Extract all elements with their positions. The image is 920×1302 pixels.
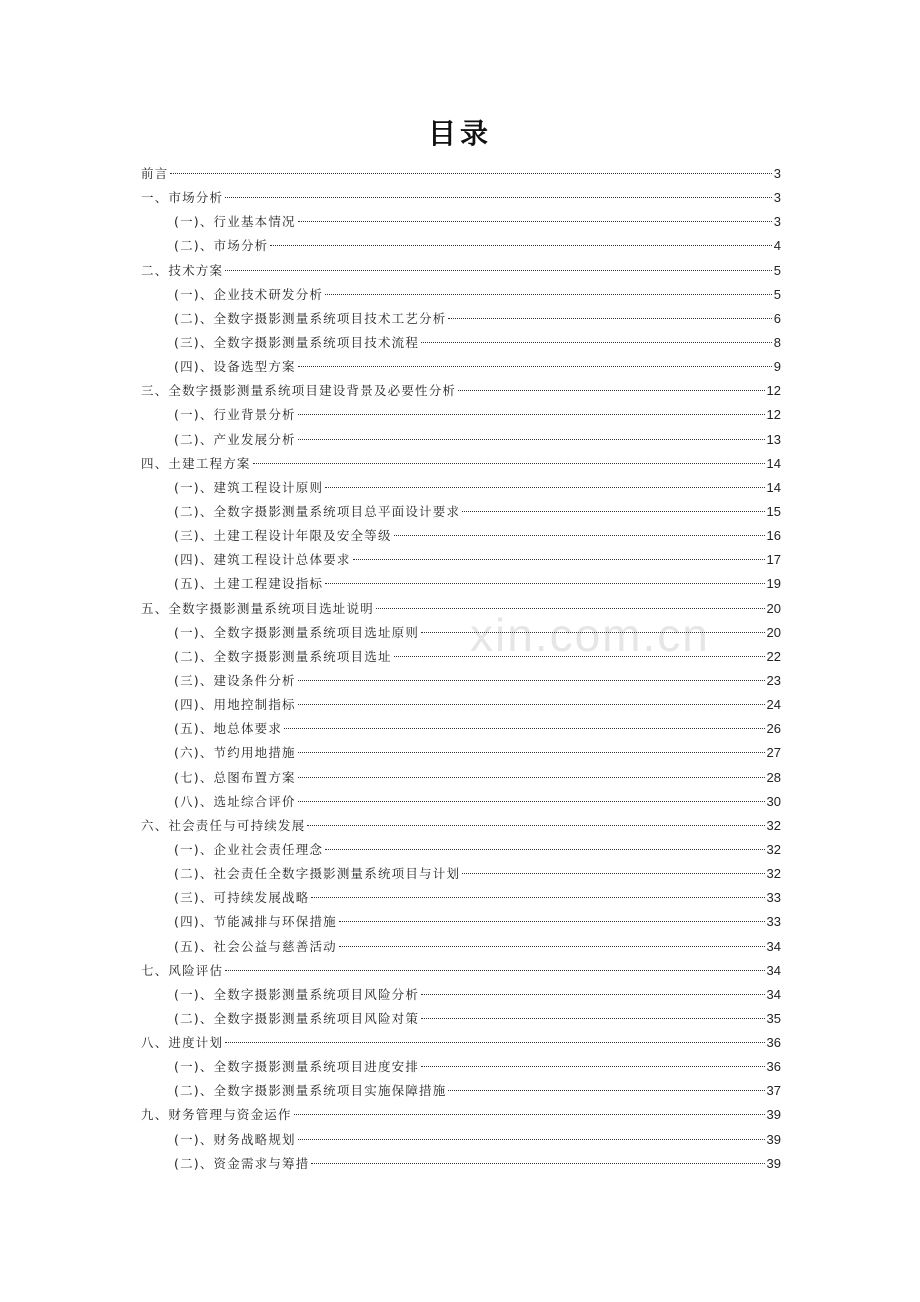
toc-dot-leader [421,632,764,633]
toc-entry-page-number: 14 [766,455,781,471]
toc-entry-label: (二)、资金需求与筹措 [174,1155,310,1171]
toc-entry[interactable] [141,259,781,283]
watermark: xin.com.cn [470,609,710,661]
toc-entry-label: (二)、社会责任全数字摄影测量系统项目与计划 [174,866,461,882]
toc-entry[interactable] [141,983,781,1007]
toc-entry[interactable] [141,403,781,427]
toc-dot-leader [311,1163,764,1164]
toc-entry[interactable] [141,1128,781,1152]
toc-entry[interactable] [141,1152,781,1176]
toc-dot-leader [298,414,765,415]
toc-dot-leader [298,777,765,778]
toc-entry-page-number: 9 [773,359,781,375]
toc-dot-leader [253,463,765,464]
toc-entry[interactable] [141,621,781,645]
toc-dot-leader [325,294,772,295]
toc-entry[interactable] [141,548,781,572]
toc-entry-label: 六、社会责任与可持续发展 [141,817,306,833]
toc-dot-leader [462,873,764,874]
toc-entry-label: (五)、土建工程建设指标 [174,576,324,592]
toc-entry-page-number: 4 [773,238,781,254]
toc-entry[interactable] [141,210,781,234]
toc-entry-label: (二)、全数字摄影测量系统项目风险对策 [174,1010,420,1026]
toc-dot-leader [421,1018,764,1019]
toc-entry-label: (八)、选址综合评价 [174,793,296,809]
toc-entry-page-number: 17 [766,552,781,568]
toc-entry-label: (四)、用地控制指标 [174,697,296,713]
toc-entry-label: (五)、地总体要求 [174,721,283,737]
toc-entry-label: (二)、产业发展分析 [174,431,296,447]
toc-entry-label: 八、进度计划 [141,1035,224,1051]
toc-entry-label: (三)、可持续发展战略 [174,890,310,906]
toc-entry-label: (四)、设备选型方案 [174,359,296,375]
toc-dot-leader [325,849,764,850]
toc-entry-page-number: 20 [766,624,781,640]
toc-entry[interactable] [141,283,781,307]
toc-dot-leader [298,680,765,681]
toc-entry[interactable] [141,886,781,910]
toc-dot-leader [325,583,764,584]
toc-entry-page-number: 33 [766,890,781,906]
toc-dot-leader [376,608,765,609]
toc-dot-leader [353,559,765,560]
toc-entry-label: (二)、市场分析 [174,238,269,254]
toc-entry[interactable] [141,186,781,210]
toc-dot-leader [170,173,771,174]
toc-entry-page-number: 19 [766,576,781,592]
toc-entry[interactable] [141,524,781,548]
toc-entry[interactable] [141,790,781,814]
toc-entry-label: 二、技术方案 [141,262,224,278]
toc-entry-page-number: 3 [773,190,781,206]
toc-entry-label: (二)、全数字摄影测量系统项目技术工艺分析 [174,310,447,326]
toc-entry-label: 九、财务管理与资金运作 [141,1107,292,1123]
toc-entry-page-number: 23 [766,672,781,688]
toc-dot-leader [225,970,764,971]
toc-entry-page-number: 16 [766,528,781,544]
toc-entry-page-number: 6 [773,310,781,326]
toc-dot-leader [421,1066,764,1067]
toc-entry-page-number: 5 [773,262,781,278]
toc-entry[interactable] [141,669,781,693]
toc-entry-label: (一)、建筑工程设计原则 [174,479,324,495]
toc-entry[interactable] [141,935,781,959]
toc-dot-leader [311,897,764,898]
toc-entry-label: 一、市场分析 [141,190,224,206]
toc-entry-label: (一)、行业背景分析 [174,407,296,423]
toc-entry[interactable] [141,379,781,403]
toc-entry[interactable] [141,838,781,862]
toc-entry[interactable] [141,331,781,355]
toc-entry-label: (一)、行业基本情况 [174,214,296,230]
toc-dot-leader [270,245,771,246]
toc-entry[interactable] [141,693,781,717]
toc-dot-leader [284,728,764,729]
toc-entry-page-number: 22 [766,648,781,664]
toc-entry-page-number: 27 [766,745,781,761]
toc-entry-label: (二)、全数字摄影测量系统项目选址 [174,648,392,664]
toc-entry-page-number: 36 [766,1035,781,1051]
toc-entry-label: (七)、总图布置方案 [174,769,296,785]
toc-entry-page-number: 39 [766,1131,781,1147]
toc-dot-leader [394,535,765,536]
toc-dot-leader [421,342,772,343]
toc-entry-label: (四)、节能减排与环保措施 [174,914,337,930]
toc-entry[interactable] [141,452,781,476]
toc-entry[interactable] [141,307,781,331]
toc-entry[interactable] [141,862,781,886]
toc-entry[interactable] [141,597,781,621]
toc-entry-page-number: 12 [766,383,781,399]
toc-dot-leader [458,390,764,391]
toc-dot-leader [298,704,765,705]
toc-entry[interactable] [141,766,781,790]
toc-entry[interactable] [141,428,781,452]
toc-entry-page-number: 32 [766,817,781,833]
toc-dot-leader [298,439,765,440]
toc-entry-page-number: 20 [766,600,781,616]
toc-dot-leader [298,752,765,753]
toc-dot-leader [339,921,765,922]
toc-entry[interactable] [141,1103,781,1127]
toc-entry-label: 前言 [141,166,169,181]
toc-entry[interactable] [141,1079,781,1103]
toc-entry-label: (二)、全数字摄影测量系统项目总平面设计要求 [174,503,461,519]
toc-entry[interactable] [141,1055,781,1079]
toc-entry-page-number: 34 [766,962,781,978]
toc-entry-page-number: 15 [766,503,781,519]
toc-entry-page-number: 37 [766,1083,781,1099]
toc-entry-label: 四、土建工程方案 [141,455,251,471]
toc-dot-leader [298,366,772,367]
toc-entry[interactable] [141,741,781,765]
toc-entry[interactable] [141,717,781,741]
toc-entry-label: 五、全数字摄影测量系统项目选址说明 [141,600,374,616]
toc-entry-label: (一)、全数字摄影测量系统项目风险分析 [174,986,420,1002]
toc-dot-leader [325,487,764,488]
toc-entry-label: (一)、企业社会责任理念 [174,841,324,857]
toc-dot-leader [225,270,772,271]
toc-entry[interactable] [141,500,781,524]
toc-dot-leader [294,1114,765,1115]
table-of-contents [141,162,781,1176]
toc-entry-page-number: 26 [766,721,781,737]
toc-dot-leader [448,1090,764,1091]
toc-dot-leader [339,946,765,947]
toc-dot-leader [298,801,765,802]
toc-dot-leader [298,221,772,222]
toc-entry-page-number: 5 [773,286,781,302]
toc-dot-leader [307,825,764,826]
toc-entry-page-number: 33 [766,914,781,930]
toc-entry[interactable] [141,234,781,258]
toc-entry[interactable] [141,476,781,500]
toc-entry[interactable] [141,1031,781,1055]
toc-entry-page-number: 3 [773,166,781,181]
toc-entry-label: (六)、节约用地措施 [174,745,296,761]
toc-entry[interactable] [141,572,781,596]
toc-entry-label: (四)、建筑工程设计总体要求 [174,552,351,568]
toc-entry-page-number: 3 [773,214,781,230]
toc-entry-page-number: 30 [766,793,781,809]
toc-entry-page-number: 12 [766,407,781,423]
toc-entry[interactable] [141,959,781,983]
toc-dot-leader [394,656,765,657]
toc-entry[interactable] [141,645,781,669]
toc-entry-page-number: 39 [766,1107,781,1123]
toc-entry-label: (二)、全数字摄影测量系统项目实施保障措施 [174,1083,447,1099]
toc-entry-page-number: 32 [766,866,781,882]
toc-entry-label: (三)、土建工程设计年限及安全等级 [174,528,392,544]
toc-entry-page-number: 32 [766,841,781,857]
toc-entry[interactable] [141,910,781,934]
toc-entry[interactable] [141,355,781,379]
toc-entry-page-number: 34 [766,986,781,1002]
toc-entry-label: (一)、全数字摄影测量系统项目进度安排 [174,1059,420,1075]
toc-entry[interactable] [141,162,781,186]
toc-entry-label: (一)、企业技术研发分析 [174,286,324,302]
toc-entry-page-number: 36 [766,1059,781,1075]
toc-entry-page-number: 35 [766,1010,781,1026]
toc-entry-page-number: 39 [766,1155,781,1171]
toc-entry-label: 三、全数字摄影测量系统项目建设背景及必要性分析 [141,383,457,399]
page-title: 目录 [427,117,492,150]
toc-dot-leader [225,197,772,198]
toc-dot-leader [448,318,771,319]
toc-dot-leader [298,1139,765,1140]
toc-entry-label: 七、风险评估 [141,962,224,978]
toc-entry-label: (三)、建设条件分析 [174,672,296,688]
toc-dot-leader [225,1042,764,1043]
toc-dot-leader [421,994,764,995]
toc-entry-page-number: 24 [766,697,781,713]
toc-dot-leader [462,511,764,512]
toc-entry-label: (三)、全数字摄影测量系统项目技术流程 [174,334,420,350]
toc-entry-label: (一)、全数字摄影测量系统项目选址原则 [174,624,420,640]
toc-entry-label: (五)、社会公益与慈善活动 [174,938,337,954]
toc-entry-page-number: 34 [766,938,781,954]
toc-entry-page-number: 13 [766,431,781,447]
toc-entry-page-number: 28 [766,769,781,785]
toc-entry-page-number: 14 [766,479,781,495]
toc-entry-label: (一)、财务战略规划 [174,1131,296,1147]
toc-entry[interactable] [141,814,781,838]
toc-entry-page-number: 8 [773,334,781,350]
toc-entry[interactable] [141,1007,781,1031]
